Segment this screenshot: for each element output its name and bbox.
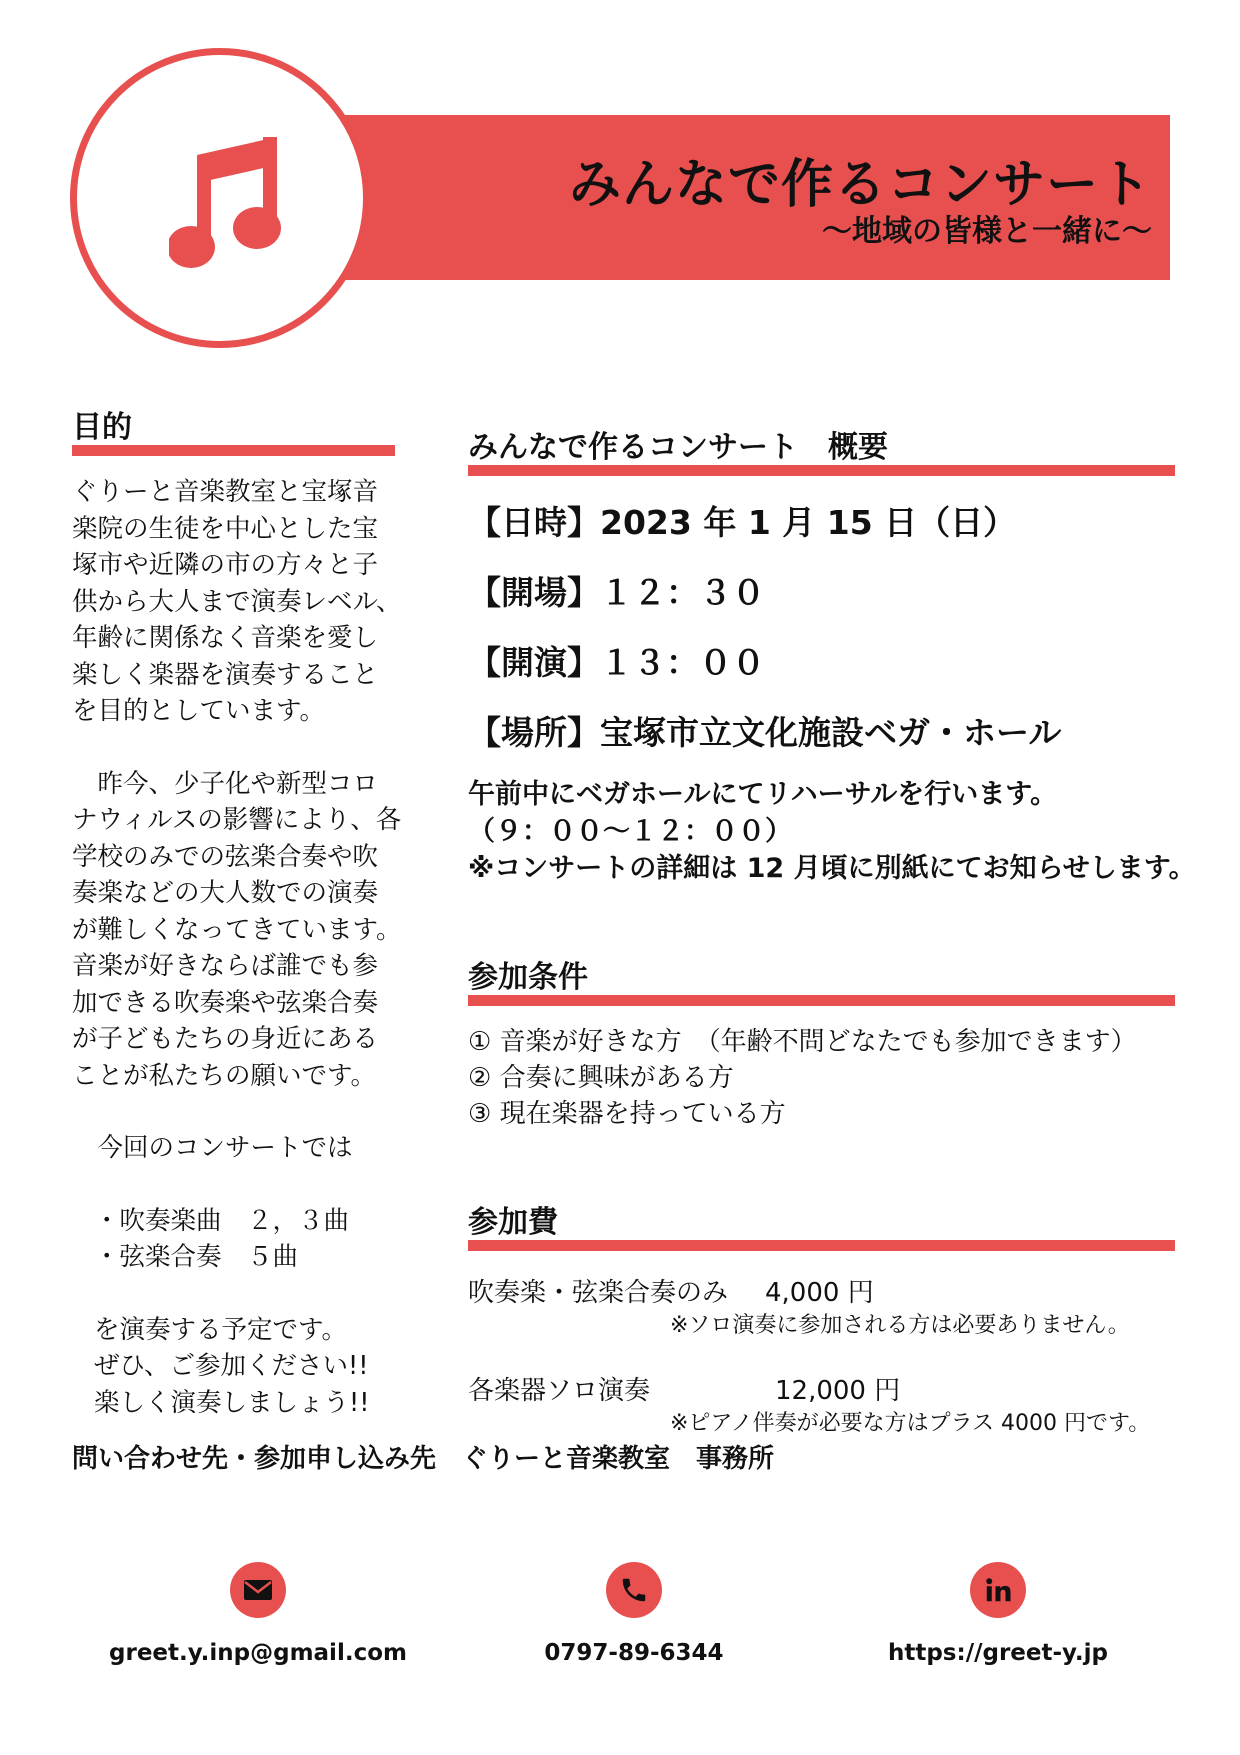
fee-amount: 4,000 円 [765,1278,874,1308]
overview-divider [468,465,1175,476]
page-title: みんなで作るコンサート [568,155,1152,215]
fee-note: ※ソロ演奏に参加される方は必要ありません。 [670,1313,1130,1338]
overview-heading: みんなで作るコンサート 概要 [468,430,888,465]
purpose-paragraph-3: 今回のコンサートでは [72,1133,353,1163]
fees-heading: 参加費 [468,1205,558,1240]
condition-item: ① 音楽が好きな方 （年齢不問どなたでも参加できます） [468,1027,1137,1057]
music-note-icon [169,135,289,275]
fee-label: 吹奏楽・弦楽合奏のみ [468,1278,729,1308]
conditions-heading: 参加条件 [468,960,588,995]
logo-circle [70,48,370,348]
mail-icon [230,1562,286,1618]
purpose-body [72,474,402,1421]
rehearsal-time: （９：００～１２：００） [468,816,792,847]
fee-note: ※ピアノ伴奏が必要な方はプラス 4000 円です。 [670,1411,1151,1436]
contact-heading: 問い合わせ先・参加申し込み先 ぐりーと音楽教室 事務所 [72,1444,775,1474]
fees-divider [468,1240,1175,1251]
purpose-song-list: ・吹奏楽曲 ２，３曲 ・弦楽合奏 ５曲 [94,1205,350,1272]
overview-doors: 【開場】１２：３０ [468,573,765,612]
purpose-divider [72,445,395,456]
overview-start: 【開演】１３：００ [468,643,765,682]
fee-amount: 12,000 円 [775,1376,901,1406]
rehearsal-note: 午前中にベガホールにてリハーサルを行います。 [468,779,1058,810]
details-note: ※コンサートの詳細は 12 月頃に別紙にてお知らせします。 [468,853,1196,884]
fee-label: 各楽器ソロ演奏 [468,1376,651,1406]
purpose-heading: 目的 [72,410,132,445]
condition-item: ② 合奏に興味がある方 [468,1063,734,1093]
purpose-closing: を演奏する予定です。 ぜひ、ご参加ください!! 楽しく演奏しましょう!! [94,1314,370,1418]
conditions-divider [468,995,1175,1006]
purpose-paragraph-2: 昨今、少子化や新型コロナウィルスの影響により、各学校のみでの弦楽合奏や吹奏楽などの大人数での演奏が難しくなってきています。音楽が好きならば誰でも参加できる吹奏楽や弦楽合奏が子どもたちの身近にあることが私たちの願いです。 [72,768,402,1091]
contact-phone[interactable]: 0797-89-6344 [544,1640,724,1666]
overview-venue: 【場所】宝塚市立文化施設ベガ・ホール [468,713,1062,752]
page-subtitle: ～地域の皆様と一緒に～ [822,214,1152,249]
linkedin-icon [970,1562,1026,1618]
contact-email[interactable]: greet.y.inp@gmail.com [109,1640,407,1666]
phone-icon [606,1562,662,1618]
overview-date: 【日時】2023 年 1 月 15 日（日） [468,503,1017,542]
purpose-paragraph-1: ぐりーと音楽教室と宝塚音楽院の生徒を中心とした宝塚市や近隣の市の方々と子供から大人まで演奏レベル、年齢に関係なく音楽を愛し楽しく楽器を演奏することを目的としています。 [72,477,402,726]
contact-url[interactable]: https://greet-y.jp [887,1640,1109,1666]
condition-item: ③ 現在楽器を持っている方 [468,1099,786,1129]
